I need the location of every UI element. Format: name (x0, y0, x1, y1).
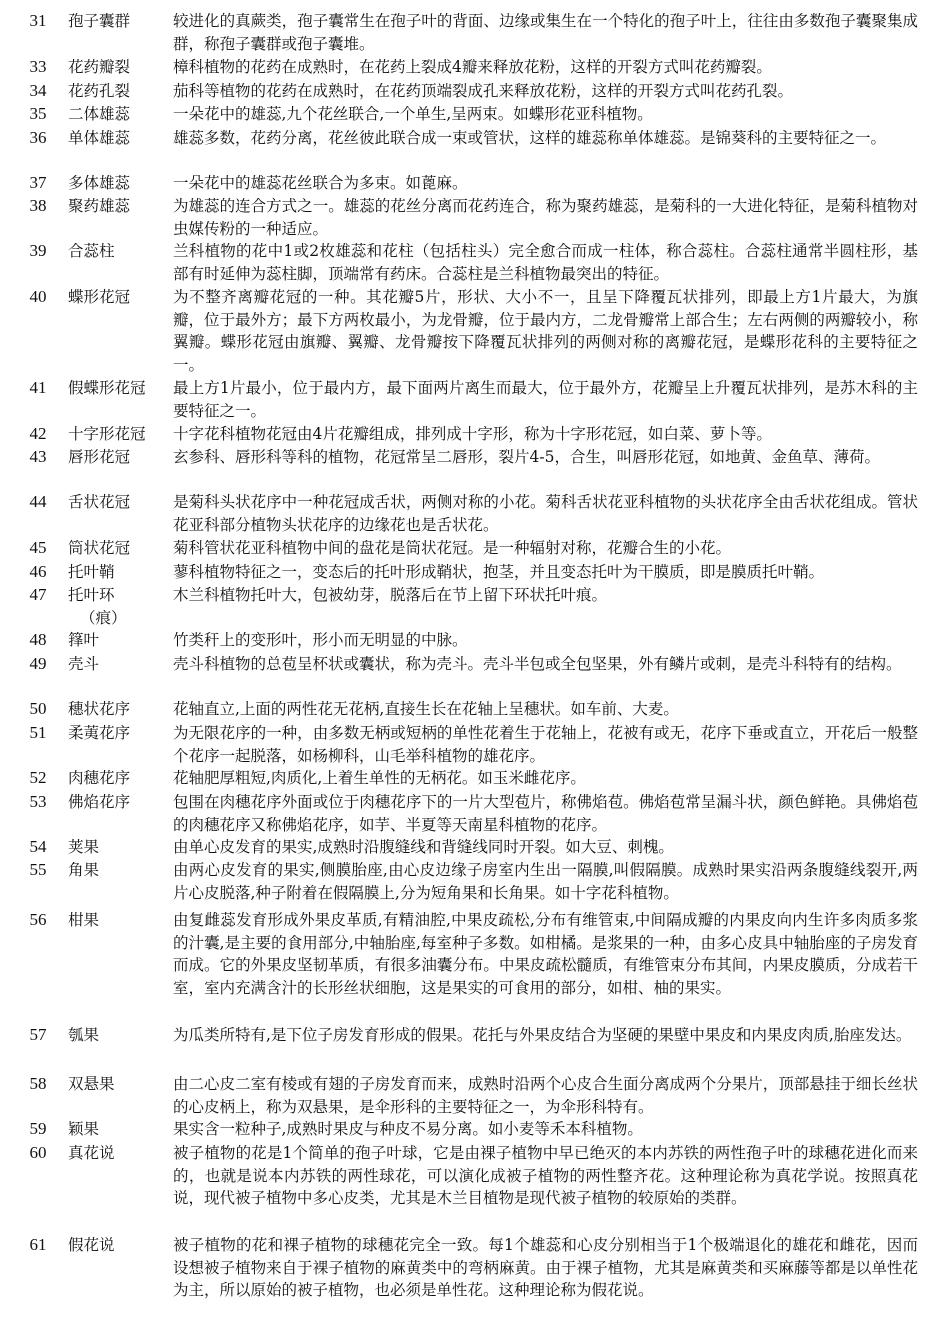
entry-term: 托叶环 (68, 586, 115, 604)
entry-number: 35 (29, 104, 47, 123)
entry-number: 52 (29, 768, 47, 787)
entry-definition: 樟科植物的花药在成熟时，在花药上裂成4瓣来释放花粉，这样的开裂方式叫花药瓣裂。 (173, 58, 772, 76)
entry-number: 51 (29, 723, 47, 742)
entry-number: 54 (29, 837, 47, 856)
entry-number: 34 (29, 81, 47, 100)
entry-number: 43 (29, 447, 47, 466)
entry-definition: 蓼科植物特征之一，变态后的托叶形成鞘状，抱茎，并且变态托叶为干膜质，即是膜质托叶鞘。 (173, 563, 825, 581)
entry-term: 壳斗 (68, 655, 100, 673)
entry-definition: 壳斗科植物的总苞呈杯状或囊状，称为壳斗。壳斗半包或全包坚果，外有鳞片或刺，是壳斗科特有的结构。 (173, 655, 902, 673)
entry-term: 角果 (68, 861, 100, 879)
entry-number: 50 (29, 699, 47, 718)
entry-term: 柑果 (68, 911, 100, 929)
entry-number: 33 (29, 57, 47, 76)
entry-definition: 为雄蕊的连合方式之一。雄蕊的花丝分离而花药连合，称为聚药雄蕊，是菊科的一大进化特征，是菊科植物对虫媒传粉的一种适应。 (173, 197, 918, 238)
entry-term: 多体雄蕊 (68, 174, 131, 192)
entry-number: 41 (29, 378, 47, 397)
entry-term: 箨叶 (68, 631, 100, 649)
entry-definition: 最上方1片最小，位于最内方，最下面两片离生而最大，位于最外方，花瓣呈上升覆瓦状排列，是苏木科的主要特征之一。 (173, 379, 918, 420)
entry-number: 45 (29, 538, 47, 557)
entry-term: 托叶鞘 (68, 563, 115, 581)
entry-term: 瓠果 (68, 1026, 100, 1044)
entry-definition: 由单心皮发育的果实,成熟时沿腹缝线和背缝线同时开裂。如大豆、刺槐。 (173, 838, 674, 856)
entry-term: 蝶形花冠 (68, 288, 131, 306)
entry-term: 合蕊柱 (68, 242, 115, 260)
entry-term: 聚药雄蕊 (68, 197, 131, 215)
entry-term: 柔荑花序 (68, 724, 131, 742)
entry-definition: 被子植物的花和裸子植物的球穗花完全一致。每1个雄蕊和心皮分别相当于1个极端退化的雄花和雌花，因而设想被子植物来自于裸子植物的麻黄类中的弯柄麻黄。由于裸子植物，尤其是麻黄类和买麻藤等都是以单性花为主，所以原始的被子植物，也必须是单性花。这种理论称为假花说。 (173, 1236, 918, 1299)
entry-definition: 由复雌蕊发育形成外果皮革质,有精油腔,中果皮疏松,分布有维管束,中间隔成瓣的内果皮向内生许多肉质多浆的汁囊,是主要的食用部分,中轴胎座,每室种子多数。如柑橘。是浆果的一种，由多心皮具中轴胎座的子房发育而成。它的外果皮坚韧革质，有很多油囊分布。中果皮疏松髓质，有维管束分布其间，内果皮膜质，分成若干室，室内充满含汁的长形丝状细胞，这是果实的可食用的部分，如柑、柚的果实。 (173, 911, 918, 997)
entry-definition: 花轴肥厚粗短,肉质化,上着生单性的无柄花。如玉米雌花序。 (173, 769, 586, 787)
entry-term: 荚果 (68, 838, 100, 856)
entry-definition: 为瓜类所特有,是下位子房发育形成的假果。花托与外果皮结合为坚硬的果壁中果皮和内果皮肉质,胎座发达。 (173, 1026, 912, 1044)
entry-term: 穗状花序 (68, 700, 131, 718)
entry-term: 双悬果 (68, 1075, 115, 1093)
entry-number: 48 (29, 630, 47, 649)
entry-term: 佛焰花序 (68, 793, 131, 811)
entry-term: 舌状花冠 (68, 493, 131, 511)
entry-term: 二体雄蕊 (68, 105, 131, 123)
entry-term: 花药孔裂 (68, 82, 131, 100)
entry-number: 58 (29, 1074, 47, 1093)
entry-definition: 果实含一粒种子,成熟时果皮与种皮不易分离。如小麦等禾本科植物。 (173, 1120, 643, 1138)
entry-number: 46 (29, 562, 47, 581)
entry-definition: 花轴直立,上面的两性花无花柄,直接生长在花轴上呈穗状。如车前、大麦。 (173, 700, 679, 718)
entry-number: 36 (29, 128, 47, 147)
entry-number: 61 (29, 1235, 47, 1254)
entry-definition: 菊科管状花亚科植物中间的盘花是筒状花冠。是一种辐射对称，花瓣合生的小花。 (173, 539, 732, 557)
entry-term: 真花说 (68, 1144, 115, 1162)
entry-number: 31 (29, 11, 47, 30)
entry-term: 假花说 (68, 1236, 115, 1254)
entry-definition: 木兰科植物托叶大，包被幼芽，脱落后在节上留下环状托叶痕。 (173, 586, 608, 604)
entry-definition: 被子植物的花是1个简单的孢子叶球，它是由裸子植物中早已绝灭的本内苏铁的两性孢子叶的球穗花进化而来的，也就是说本内苏铁的两性球花，可以演化成被子植物的两性整齐花。这种理论称为真花学说。按照真花说，现代被子植物中多心皮类，尤其是木兰目植物是现代被子植物的较原始的类群。 (173, 1144, 918, 1207)
entry-definition: 一朵花中的雄蕊,九个花丝联合,一个单生,呈两束。如蝶形花亚科植物。 (173, 105, 653, 123)
entry-definition: 由两心皮发育的果实,侧膜胎座,由心皮边缘子房室内生出一隔膜,叫假隔膜。成熟时果实沿两条腹缝线裂开,两片心皮脱落,种子附着在假隔膜上,分为短角果和长角果。如十字花科植物。 (173, 861, 918, 902)
entry-number: 38 (29, 196, 47, 215)
entry-number: 53 (29, 792, 47, 811)
entry-number: 49 (29, 654, 47, 673)
entry-term: 单体雄蕊 (68, 129, 131, 147)
entry-term-suffix: （痕） (80, 608, 127, 627)
entry-number: 59 (29, 1119, 47, 1138)
entry-definition: 较进化的真蕨类，孢子囊常生在孢子叶的背面、边缘或集生在一个特化的孢子叶上，往往由多数孢子囊聚集成群，称孢子囊群或孢子囊堆。 (173, 12, 918, 53)
entry-definition: 十字花科植物花冠由4片花瓣组成，排列成十字形，称为十字形花冠，如白菜、萝卜等。 (173, 425, 772, 443)
entry-number: 55 (29, 860, 47, 879)
entry-definition: 由二心皮二室有棱或有翅的子房发育而来，成熟时沿两个心皮合生面分离成两个分果片，顶部悬挂于细长丝状的心皮柄上，称为双悬果，是伞形科的主要特征之一，为伞形科特有。 (173, 1075, 918, 1116)
entry-number: 57 (29, 1025, 47, 1044)
entry-number: 40 (29, 287, 47, 306)
entry-number: 42 (29, 424, 47, 443)
entry-definition: 玄参科、唇形科等科的植物，花冠常呈二唇形，裂片4-5，合生，叫唇形花冠，如地黄、金鱼草、薄荷。 (173, 448, 880, 466)
entry-definition: 为无限花序的一种，由多数无柄或短柄的单性花着生于花轴上，花被有或无，花序下垂或直立，开花后一般整个花序一起脱落，如杨柳科，山毛举科植物的雄花序。 (173, 724, 918, 765)
entry-definition: 一朵花中的雄蕊花丝联合为多束。如蓖麻。 (173, 174, 468, 192)
entry-term: 肉穗花序 (68, 769, 131, 787)
entry-number: 60 (29, 1143, 47, 1162)
entry-definition: 是菊科头状花序中一种花冠成舌状，两侧对称的小花。菊科舌状花亚科植物的头状花序全由舌状花组成。管状花亚科部分植物头状花序的边缘花也是舌状花。 (173, 493, 918, 534)
entry-term: 孢子囊群 (68, 12, 131, 30)
entry-number: 44 (29, 492, 47, 511)
entry-term: 筒状花冠 (68, 539, 131, 557)
entry-definition: 雄蕊多数，花药分离，花丝彼此联合成一束或管状，这样的雄蕊称单体雄蕊。是锦葵科的主要特征之一。 (173, 129, 887, 147)
entry-definition: 兰科植物的花中1或2枚雄蕊和花柱（包括柱头）完全愈合而成一柱体，称合蕊柱。合蕊柱通常半圆柱形，基部有时延伸为蕊柱脚，顶端常有药床。合蕊柱是兰科植物最突出的特征。 (173, 242, 918, 283)
entry-definition: 包围在肉穗花序外面或位于肉穗花序下的一片大型苞片，称佛焰苞。佛焰苞常呈漏斗状，颜色鲜艳。具佛焰苞的肉穗花序又称佛焰花序，如芋、半夏等天南星科植物的花序。 (173, 793, 918, 834)
entry-term: 假蝶形花冠 (68, 379, 146, 397)
entry-term: 十字形花冠 (68, 425, 146, 443)
entry-term: 唇形花冠 (68, 448, 131, 466)
entry-number: 47 (29, 585, 47, 604)
entry-definition: 竹类秆上的变形叶，形小而无明显的中脉。 (173, 631, 468, 649)
entry-definition: 为不整齐离瓣花冠的一种。其花瓣5片，形状、大小不一，且呈下降覆瓦状排列，即最上方1片最大，为旗瓣，位于最外方；最下方两枚最小，为龙骨瓣，位于最内方，二龙骨瓣常上部合生；左右两侧的两瓣较小，称翼瓣。蝶形花冠由旗瓣、翼瓣、龙骨瓣按下降覆瓦状排列的两侧对称的离瓣花冠，是蝶形花科的主要特征之一。 (173, 288, 918, 374)
entry-definition: 茄科等植物的花药在成熟时，在花药顶端裂成孔来释放花粉，这样的开裂方式叫花药孔裂。 (173, 82, 794, 100)
entry-number: 37 (29, 173, 47, 192)
entry-term: 花药瓣裂 (68, 58, 131, 76)
entry-number: 56 (29, 910, 47, 929)
entry-term: 颖果 (68, 1120, 100, 1138)
entry-number: 39 (29, 241, 47, 260)
